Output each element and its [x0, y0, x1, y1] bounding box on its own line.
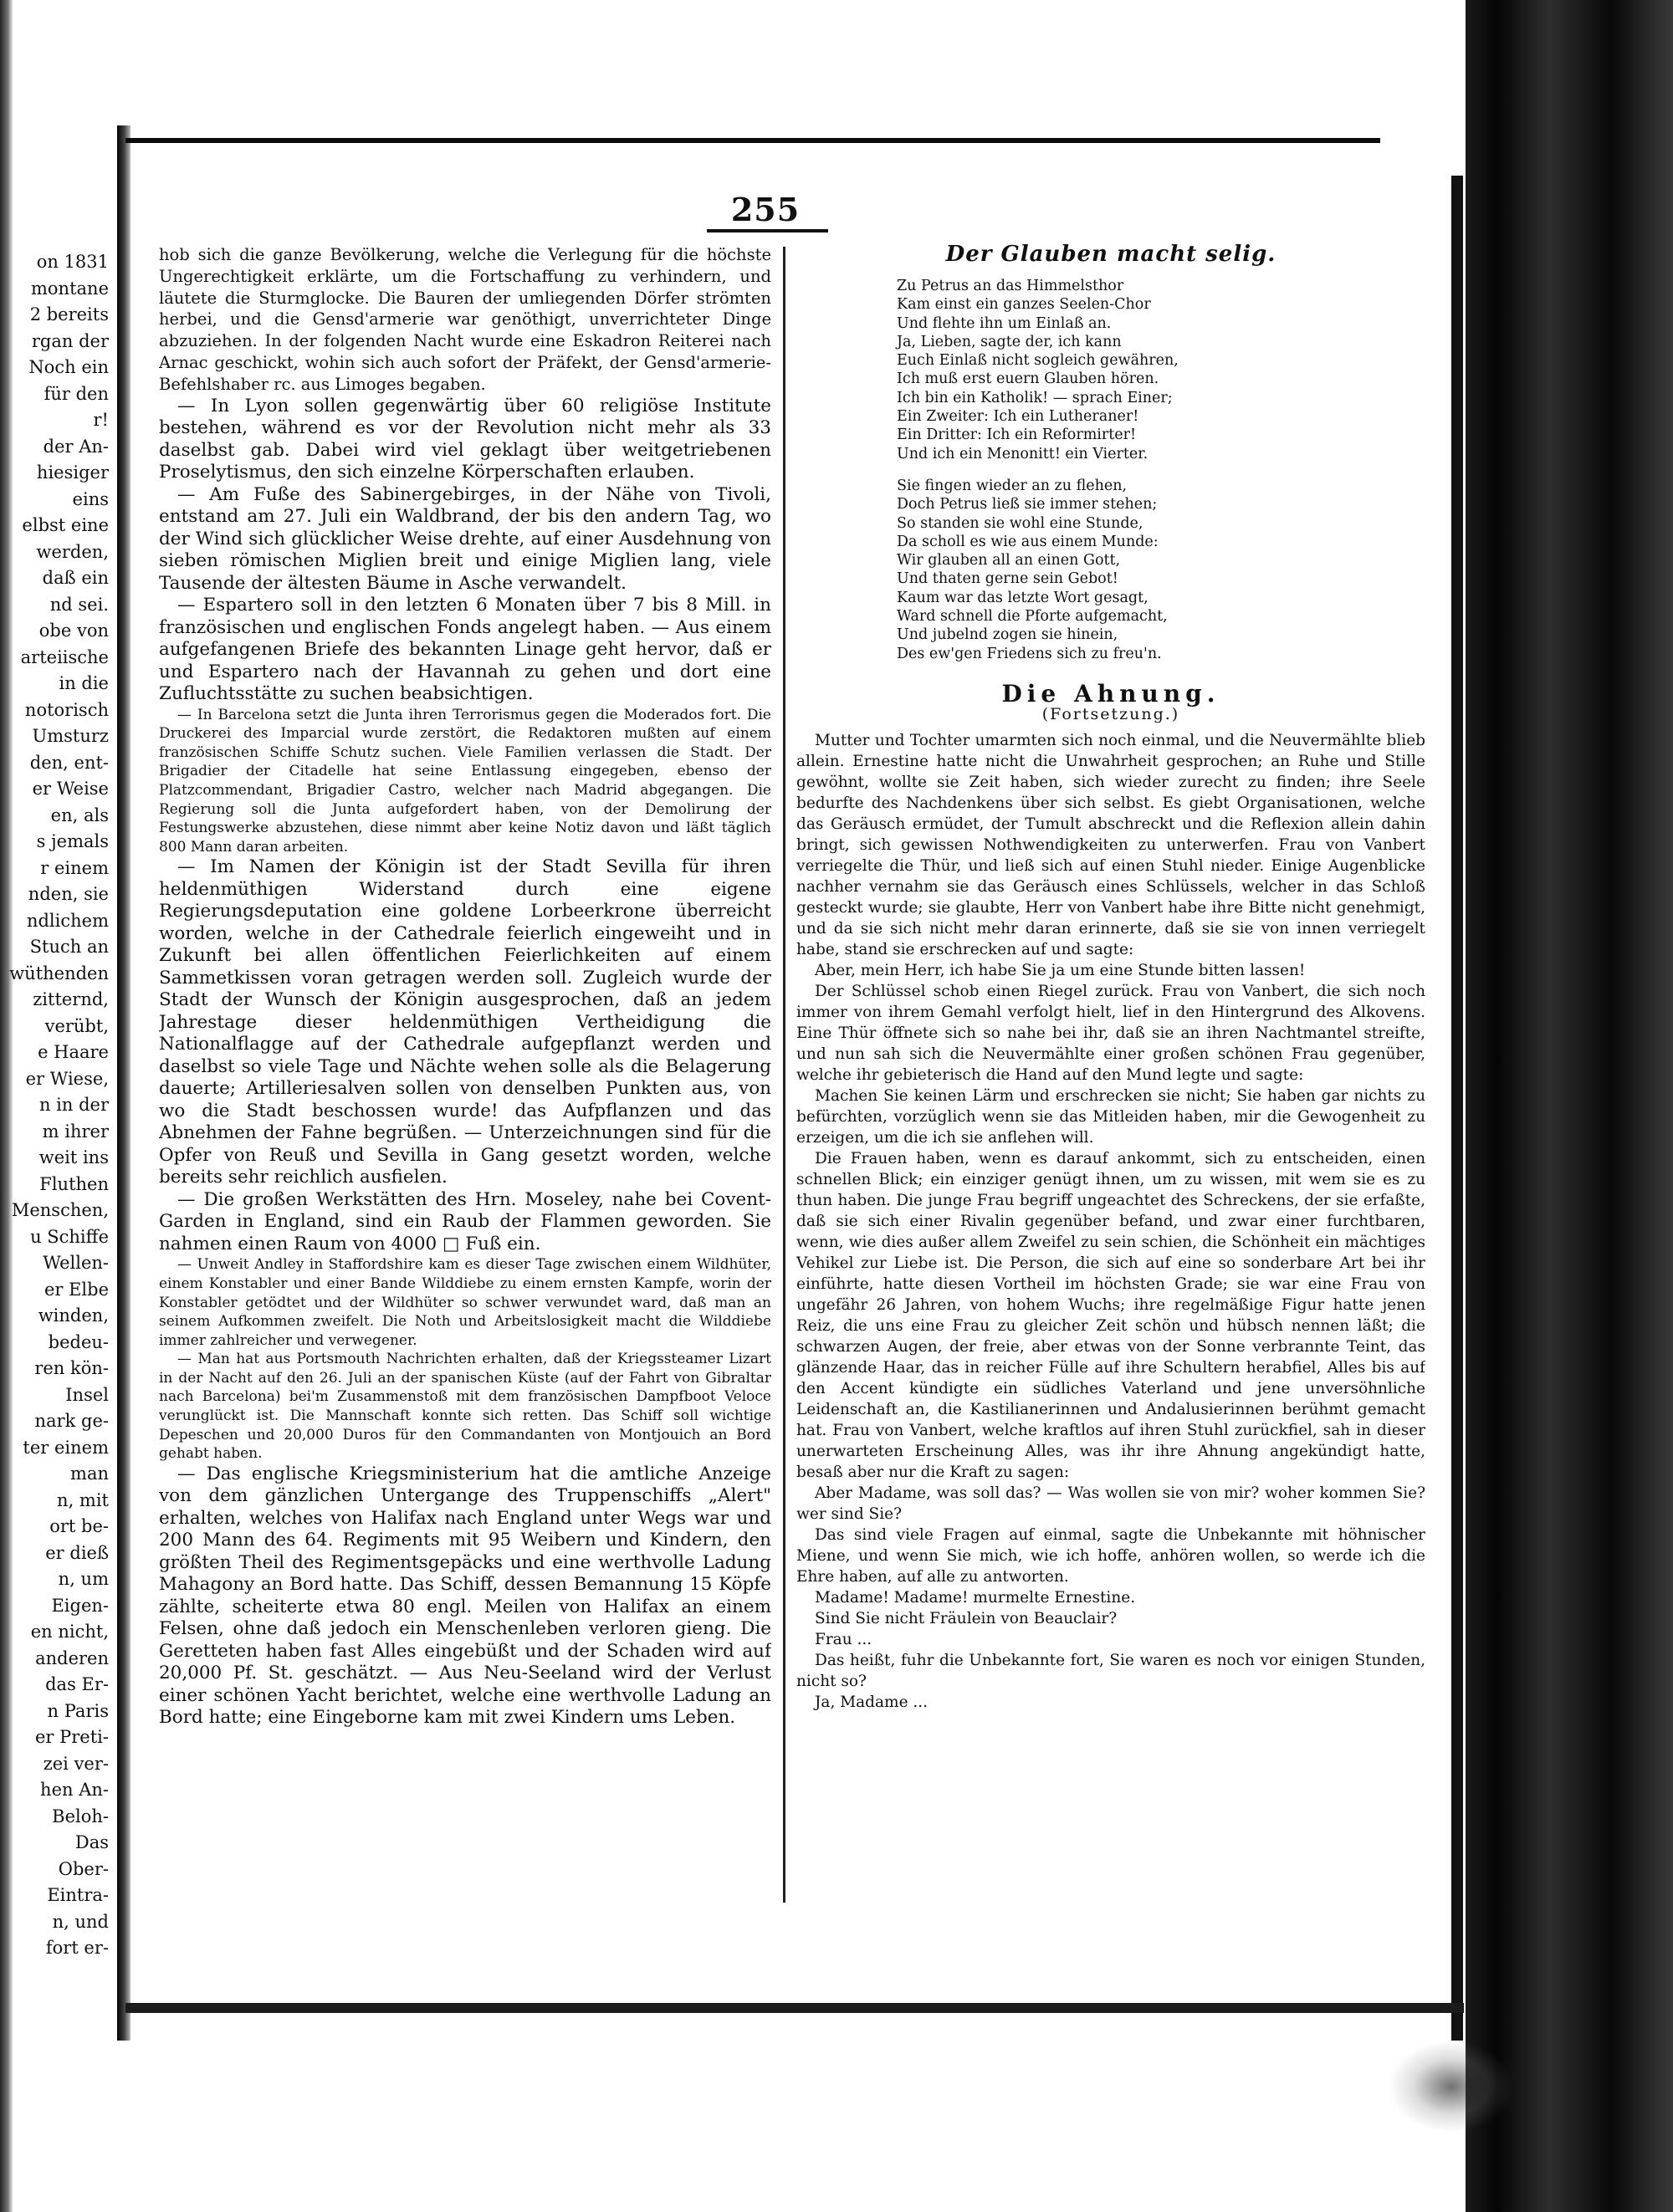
facing-page-line: eins — [72, 488, 109, 509]
news-column — [159, 244, 771, 2009]
page-number: 255 — [730, 191, 801, 228]
poem-stanza — [897, 277, 1425, 463]
facing-page-line: on 1831 — [36, 252, 109, 272]
facing-page-line: daß ein — [42, 568, 109, 588]
poem-stanza — [897, 477, 1425, 663]
facing-page-line: werden, — [36, 541, 109, 562]
facing-page-line: Eigen- — [51, 1595, 109, 1616]
page-border-top — [125, 138, 1380, 143]
page-number-rule — [707, 229, 828, 232]
facing-page-line: er Weise — [32, 779, 109, 799]
book-binding-edge — [1466, 0, 1673, 2212]
story-title: Die Ahnung. — [1001, 679, 1220, 708]
facing-page-line: zitternd, — [33, 989, 109, 1009]
facing-page-line: wüthenden — [9, 963, 109, 983]
facing-page-line: nd sei. — [49, 594, 109, 615]
facing-page-line: e Haare — [38, 1042, 109, 1062]
facing-page-line: er Elbe — [43, 1279, 109, 1300]
facing-page-line: nark ge- — [34, 1411, 109, 1431]
page-border-right-inner — [1451, 176, 1463, 2041]
facing-page-line: bedeu- — [48, 1331, 109, 1352]
facing-page-line: n, mit — [57, 1489, 109, 1510]
poem-line: Ja, Lieben, sagte der, ich kann — [897, 333, 1122, 350]
poem-line: Ward schnell die Pforte aufgemacht, — [897, 608, 1168, 626]
literary-column — [796, 244, 1425, 2009]
news-item: — In Barcelona setzt die Junta ihren Terrorismus gegen die Moderados fort. Die Druckerei des Imparcial wurde zerstört, die Redaktoren mußten auf einem französischen Schiffe Schutz suchen. Viele Familien verlassen die Stadt. Der Brigadier der Citadelle hat seine Entlassung eingegeben, ebenso der Platzcommendant, Brigadier Castro, welcher nach Madrid abgegangen. Die Regierung soll die Junta aufgefordert haben, von der Demolirung der Festungswerke abzustehen, diese nimmt aber keine Notiz davon und läßt täglich 800 Mann daran arbeiten. — [159, 706, 771, 856]
story-paragraph: Frau ... — [815, 1630, 872, 1648]
facing-page-line: n Paris — [47, 1700, 109, 1721]
facing-page-line: en nicht, — [30, 1622, 109, 1642]
facing-page-line: Wellen- — [43, 1253, 109, 1273]
facing-page-line: ndlichem — [26, 910, 109, 931]
news-item: — Man hat aus Portsmouth Nachrichten erhalten, daß der Kriegssteamer Lizart in der Nacht auf den 26. Juli an der spanischen Küste (auf der Fahrt von Gibraltar nach Barcelona) bei'm Zusammenstoß mit dem französischen Dampfboot Veloce verunglückt ist. Die Mannschaft konnte sich retten. Das Schiff soll wichtige Depeschen und 20,000 Duros für den Commandanten von Montjouich an Bord gehabt haben. — [159, 1351, 771, 1463]
facing-page-line: das Er- — [45, 1674, 109, 1694]
poem-line: Zu Petrus an das Himmelsthor — [897, 278, 1124, 294]
column-divider — [783, 247, 785, 1903]
facing-page-line: Insel — [65, 1384, 109, 1405]
poem-line: Des ew'gen Friedens sich zu freu'n. — [897, 645, 1162, 662]
facing-page-line: nden, sie — [28, 884, 109, 904]
story-paragraph: Aber Madame, was soll das? — Was wollen sie von mir? woher kommen Sie? wer sind Sie? — [796, 1484, 1425, 1523]
story-paragraph: Ja, Madame ... — [815, 1693, 929, 1711]
story-subtitle: (Fortsetzung.) — [1041, 704, 1180, 723]
facing-page-line: Fluthen — [39, 1173, 109, 1194]
poem-line: Und ich ein Menonitt! ein Vierter. — [897, 445, 1149, 462]
facing-page-line: elbst eine — [22, 515, 109, 535]
facing-page-line: Umsturz — [32, 726, 109, 746]
facing-page-line: ren kön- — [34, 1358, 109, 1378]
facing-page-line: er Wiese, — [25, 1068, 109, 1089]
news-item: — Die großen Werkstätten des Hrn. Moseley, nahe bei Covent-Garden in England, sind ein Raub der Flammen geworden. Sie nahmen einen Raum von 4000 □ Fuß ein. — [159, 1188, 771, 1254]
facing-page-line: in die — [59, 673, 109, 693]
story-text — [796, 730, 1425, 1713]
poem-line: Da scholl es wie aus einem Munde: — [897, 533, 1159, 550]
facing-page-line: Beloh- — [52, 1806, 109, 1826]
poem-line: Ein Zweiter: Ich ein Lutheraner! — [897, 408, 1139, 426]
story-paragraph: Das sind viele Fragen auf einmal, sagte die Unbekannte mit höhnischer Miene, und wenn Sie mich, wie ich hoffe, anhören wollen, so werde ich die Ehre haben, auf alle zu antworten. — [796, 1525, 1425, 1586]
facing-page-line: er Preti- — [35, 1727, 109, 1747]
facing-page-line: r einem — [40, 857, 109, 878]
facing-page-line: ter einem — [23, 1437, 109, 1458]
news-item: — Im Namen der Königin ist der Stadt Sevilla für ihren heldenmüthigen Widerstand durch eine eigene Regierungsdeputation eine goldene Lorbeerkrone überreicht worden, welche in der Cathedrale feierlich eingeweiht und in Zukunft bei allen öffentlichen Feierlichkeiten auf einem Sammetkissen voran getragen werden soll. Zugleich wurde der Stadt der Wunsch der Königin ausgesprochen, daß an jedem Jahrestage dieser heldenmüthigen Vertheidigung die Nationalflagge auf der Cathedrale aufgepflanzt werden und daselbst so viele Tage und Nächte wehen solle als die Belagerung dauerte; Artilleriesalven sollen von denselben Punkten aus, von wo die Stadt beschossen wurde! das Aufpflanzen und das Abnehmen der Fahne begrüßen. — Unterzeichnungen sind für die Opfer von Reuß und Sevilla in Gang gesetzt worden, welche bereits sehr reichlich ausfielen. — [159, 856, 771, 1188]
facing-page-line: für den — [43, 383, 109, 404]
page-gutter-shadow — [0, 0, 13, 2212]
facing-page-line: n, um — [58, 1569, 109, 1589]
facing-page-line: er dieß — [45, 1542, 109, 1563]
news-item: hob sich die ganze Bevölkerung, welche die Verlegung für die höchste Ungerechtigkeit erklärte, um die Fortschaffung zu verhindern, und läutete die Sturmglocke. Die Bauren der umliegenden Dörfer strömten herbei, und die Gensd'armerie war genöthigt, unverrichteter Dinge abzuziehen. In der folgenden Nacht wurde eine Eskadron Reiterei nach Arnac geschickt, wohin sich auch sofort der Präfekt, der Gensd'armerie-Befehlshaber rc. aus Limoges begaben. — [159, 245, 771, 394]
ink-smudge — [1389, 2041, 1514, 2133]
facing-page-line: hiesiger — [36, 462, 109, 483]
facing-page-line: winden, — [38, 1305, 109, 1326]
poem-line: Und jubelnd zogen sie hinein, — [897, 626, 1118, 644]
story-paragraph: Mutter und Tochter umarmten sich noch einmal, und die Neuvermählte blieb allein. Ernestine hatte nicht die Unwahrheit gesprochen; an Ruhe und Stille gewöhnt, wollte sie Zeit haben, sich wieder zurecht zu finden; ihre Seele bedurfte des Nachdenkens über sich selbst. Es giebt Organisationen, welche das Geräusch ermüdet, der Tumult abschreckt und die Reflexion allein dahin bringt, sich gewissen Nothwendigkeiten zu unterwerfen. Frau von Vanbert verriegelte die Thür, und ließ sich auf einen Stuhl nieder. Einige Augenblicke nachher vernahm sie das Geräusch eines Schlüssels, welcher in das Schloß gesteckt wurde; sie glaubte, Herr von Vanbert habe ihre Bitte nicht genehmigt, und da sie sich nicht mehr daran erinnerte, daß sie sie von innen verriegelt habe, stand sie erschrecken auf und sagte: — [796, 731, 1425, 958]
facing-page-fragment — [0, 0, 115, 2212]
news-item: — Das englische Kriegsministerium hat die amtliche Anzeige von dem gänzlichen Untergange des Truppenschiffs „Alert" erhalten, welches von Halifax nach England unter Wegs war und 200 Mann des 64. Regiments mit 95 Weibern und Kindern, den größten Theil des Regimentsgepäcks und eine werthvolle Ladung Mahagony an Bord hatte. Das Schiff, dessen Bemannung 15 Köpfe zählte, scheiterte etwa 80 engl. Meilen von Halifax an einem Felsen, ohne daß jedoch ein Menschenleben verloren gieng. Die Geretteten haben fast Alles eingebüßt und der Schaden wird auf 20,000 Pf. St. geschätzt. — Aus Neu-Seeland wird der Verlust einer schönen Yacht berichtet, welche eine werthvolle Ladung an Bord hatte; eine Eingeborne kam mit zwei Kindern ums Leben. — [159, 1463, 771, 1729]
news-item: — In Lyon sollen gegenwärtig über 60 religiöse Institute bestehen, während es vor der Revolution nicht mehr als 33 daselbst gab. Dabei wird viel geklagt über weitgetriebenen Proselytismus, den sich einzelne Körperschaften erlauben. — [159, 395, 771, 483]
facing-page-line: anderen — [35, 1648, 109, 1668]
story-paragraph: Der Schlüssel schob einen Riegel zurück. Frau von Vanbert, die sich noch immer von ihrem Gemahl verfolgt hielt, lief in den Hintergrund des Alkovens. Eine Thür öffnete sich so nahe bei ihr, daß sie an ihren Nachtmantel streifte, und nun sah sich die Neuvermählte einer großen schönen Frau gegenüber, welche ihr gebieterisch die Hand auf den Mund legte und sagte: — [796, 982, 1425, 1084]
facing-page-line: m ihrer — [42, 1121, 109, 1142]
facing-page-line: u Schiffe — [30, 1226, 109, 1247]
facing-page-line: zei ver- — [43, 1753, 109, 1774]
facing-page-line: r! — [93, 410, 109, 430]
poem-line: Wir glauben all an einen Gott, — [897, 552, 1121, 570]
poem-line: Ich muß erst euern Glauben hören. — [897, 370, 1159, 388]
poem-line: Und flehte ihn um Einlaß an. — [897, 314, 1112, 332]
facing-page-line: den, ent- — [29, 752, 109, 773]
news-item: — Unweit Andley in Staffordshire kam es dieser Tage zwischen einem Wildhüter, einem Konstabler und einer Bande Wilddiebe zu einem ernsten Kampfe, worin der Konstabler getödtet und der Wildhüter so schwer verwundet ward, daß man an seinem Aufkommen zweifelt. Die Noth und Arbeitslosigkeit macht die Wilddiebe immer zahlreicher und verwegener. — [159, 1256, 771, 1349]
facing-page-line: Eintra- — [47, 1885, 109, 1905]
facing-page-line: verübt, — [44, 1015, 109, 1036]
facing-page-line: notorisch — [24, 699, 109, 720]
facing-page-line: Noch ein — [28, 357, 109, 377]
facing-page-line: Ober- — [58, 1858, 109, 1879]
page-border-left — [117, 125, 130, 2041]
poem-line: Und thaten gerne sein Gebot! — [897, 570, 1118, 588]
facing-page-line: der An- — [43, 436, 109, 457]
poem-line: Euch Einlaß nicht sogleich gewähren, — [897, 352, 1179, 370]
facing-page-line: hen An- — [40, 1780, 109, 1800]
facing-page-line: Menschen, — [11, 1200, 109, 1220]
facing-page-line: ort be- — [49, 1516, 109, 1536]
poem-line: Ich bin ein Katholik! — sprach Einer; — [897, 389, 1173, 406]
facing-page-line: n, und — [52, 1911, 109, 1932]
story-paragraph: Das heißt, fuhr die Unbekannte fort, Sie waren es noch vor einigen Stunden, nicht so? — [796, 1651, 1425, 1690]
poem-line: Kam einst ein ganzes Seelen-Chor — [897, 296, 1151, 314]
facing-page-line: Stuch an — [29, 937, 109, 957]
poem-line: Sie fingen wieder an zu flehen, — [897, 477, 1128, 494]
facing-page-line: obe von — [38, 621, 109, 641]
facing-page-line: man — [70, 1464, 109, 1484]
story-paragraph: Machen Sie keinen Lärm und erschrecken sie nicht; Sie haben gar nichts zu befürchten, vorzüglich wenn sie das Mitleiden haben, mir die Gewogenheit zu erzeigen, um die ich sie anflehen will. — [796, 1086, 1425, 1147]
facing-page-line: weit ins — [38, 1147, 109, 1167]
facing-page-line: n in der — [38, 1095, 109, 1115]
poem-line: Kaum war das letzte Wort gesagt, — [897, 589, 1149, 606]
news-item: — Am Fuße des Sabinergebirges, in der Nähe von Tivoli, entstand am 27. Juli ein Waldbrand, der bis den andern Tag, wo der Wind sich glücklicher Weise drehte, auf einer Ausdehnung von sieben römischen Miglien breit und einige Miglien lang, viele Tausende der ältesten Bäume in Asche verwandelt. — [159, 483, 771, 594]
poem-line: Doch Petrus ließ sie immer stehen; — [897, 496, 1158, 513]
poem-line: Ein Dritter: Ich ein Reformirter! — [897, 427, 1137, 444]
facing-page-line: en, als — [50, 805, 109, 825]
facing-page-line: s jemals — [36, 831, 109, 851]
poem — [897, 277, 1425, 663]
story-paragraph: Sind Sie nicht Fräulein von Beauclair? — [815, 1609, 1118, 1627]
news-item: — Espartero soll in den letzten 6 Monaten über 7 bis 8 Mill. in französischen und englischen Fonds angelegt haben. — Aus einem aufgefangenen Briefe des bekannten Linage geht hervor, daß er und Espartero nach der Havannah zu gehen und dort eine Zufluchtsstätte zu suchen beabsichtigen. — [159, 595, 771, 705]
facing-page-line: arteiische — [20, 646, 109, 667]
poem-line: So standen sie wohl eine Stunde, — [897, 514, 1143, 532]
story-paragraph: Madame! Madame! murmelte Ernestine. — [815, 1588, 1136, 1607]
facing-page-line: Das — [74, 1832, 109, 1852]
poem-title: Der Glauben macht selig. — [945, 244, 1276, 267]
story-paragraph: Aber, mein Herr, ich habe Sie ja um eine Stunde bitten lassen! — [815, 961, 1306, 979]
facing-page-line: 2 bereits — [29, 304, 109, 324]
facing-page-line: rgan der — [31, 330, 109, 351]
facing-page-line: montane — [31, 278, 109, 299]
story-paragraph: Die Frauen haben, wenn es darauf ankommt, sich zu entscheiden, einen schnellen Blick; ein einziger genügt ihnen, um zu wissen, mit wem sie es zu thun haben. Die junge Frau begriff ungeachtet des Schreckens, der sie erfaßte, daß sie sich einer Rivalin gegenüber befand, und zwar einer furchtbaren, wenn, wie dies außer allem Zweifel zu sein schien, die Schönheit ein mächtiges Vehikel zur Liebe ist. Die Person, die sich auf eine so sonderbare Art bei ihr einführte, hatte diesen Vortheil im höchsten Grade; sie war eine Frau von ungefähr 26 Jahren, von hohem Wuchs; ihre regelmäßige Figur hatte jenen Reiz, die uns eine Frau zu gleicher Zeit schön und hübsch nennen läßt; die schwarzen Augen, der freie, aber etwas von der Sonne verbrannte Teint, das glänzende Haar, das in reicher Fülle auf ihre Schultern herabfiel, Alles bis auf den Accent kündigte ein südliches Vaterland und jene unversöhnliche Leidenschaft an, die Kastilianerinnen und Andalusierinnen berühmt gemacht hat. Frau von Vanbert, welche kraftlos auf ihren Stuhl zurückfiel, sah in dieser unerwarteten Erscheinung Alles, was ihr ihre Ahnung angekündigt hatte, besaß aber nur die Kraft zu sagen: — [796, 1149, 1425, 1481]
facing-page-line: fort er- — [45, 1938, 109, 1958]
